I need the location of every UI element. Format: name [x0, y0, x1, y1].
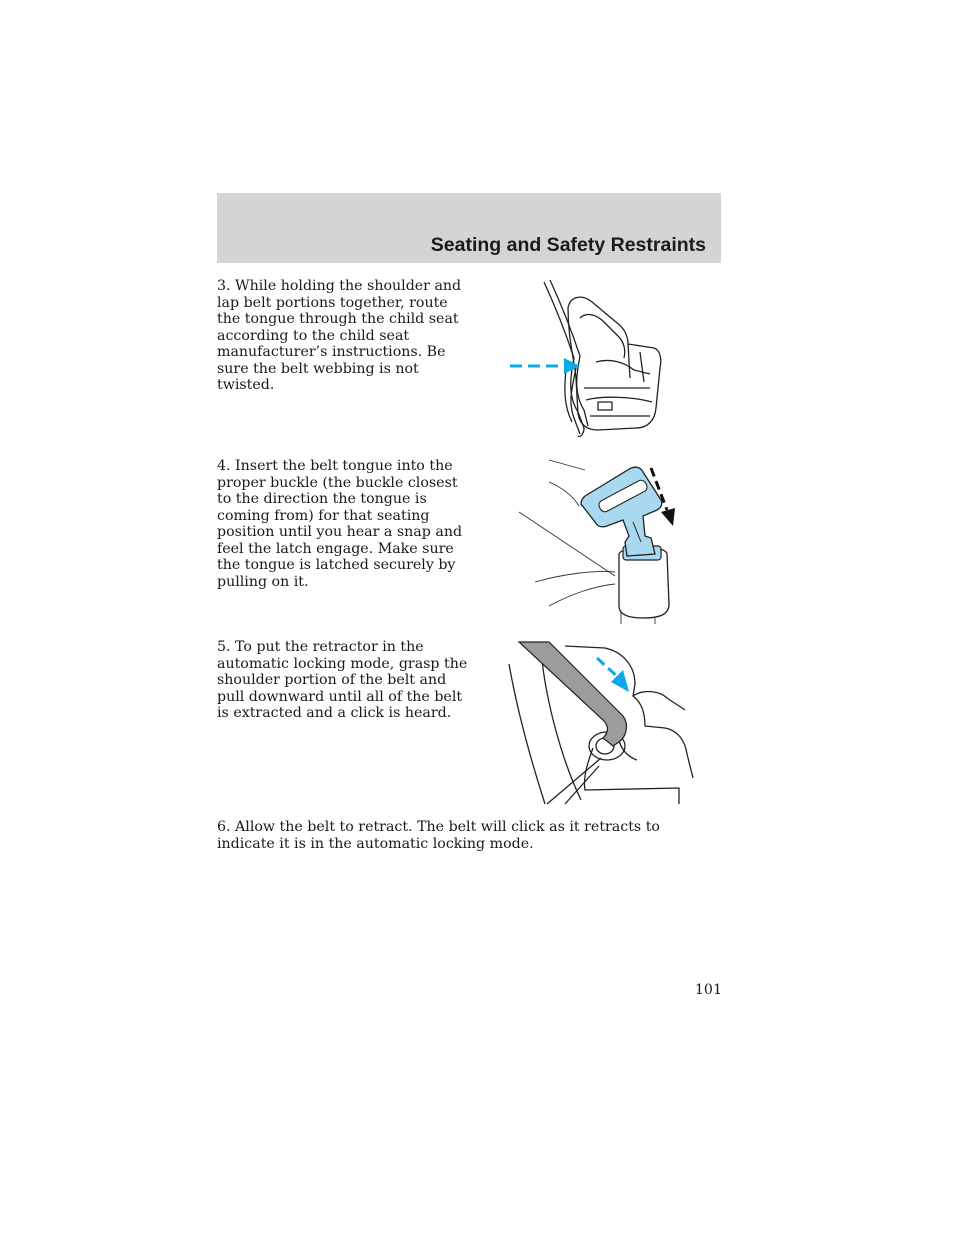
step-6-text: 6. Allow the belt to retract. The belt will click as it retracts to indicate it is in the automatic locking mode. — [217, 819, 660, 852]
buckle-insertion-illustration — [515, 458, 685, 626]
retractor-locking-illustration — [505, 638, 700, 806]
page-number: 101 — [694, 982, 722, 998]
step-5-text: 5. To put the retractor in the automatic locking mode, grasp the shoulder portion of the belt and pull downward until all of the belt is extracted and a click is heard. — [217, 639, 468, 721]
child-seat-belt-routing-illustration — [500, 278, 670, 446]
section-header-band — [217, 193, 721, 263]
section-title: Seating and Safety Restraints — [430, 234, 706, 256]
step-4-text: 4. Insert the belt tongue into the proper buckle (the buckle closest to the direction the tongue is coming from) for that seating position until you hear a snap and feel the latch engage. Make sure the tongue is latched securely by pulling on it. — [217, 458, 463, 590]
step-3-text: 3. While holding the shoulder and lap belt portions together, route the tongue through the child seat according to the child seat manufacturer’s instructions. Be sure the belt webbing is not twisted. — [217, 278, 462, 393]
